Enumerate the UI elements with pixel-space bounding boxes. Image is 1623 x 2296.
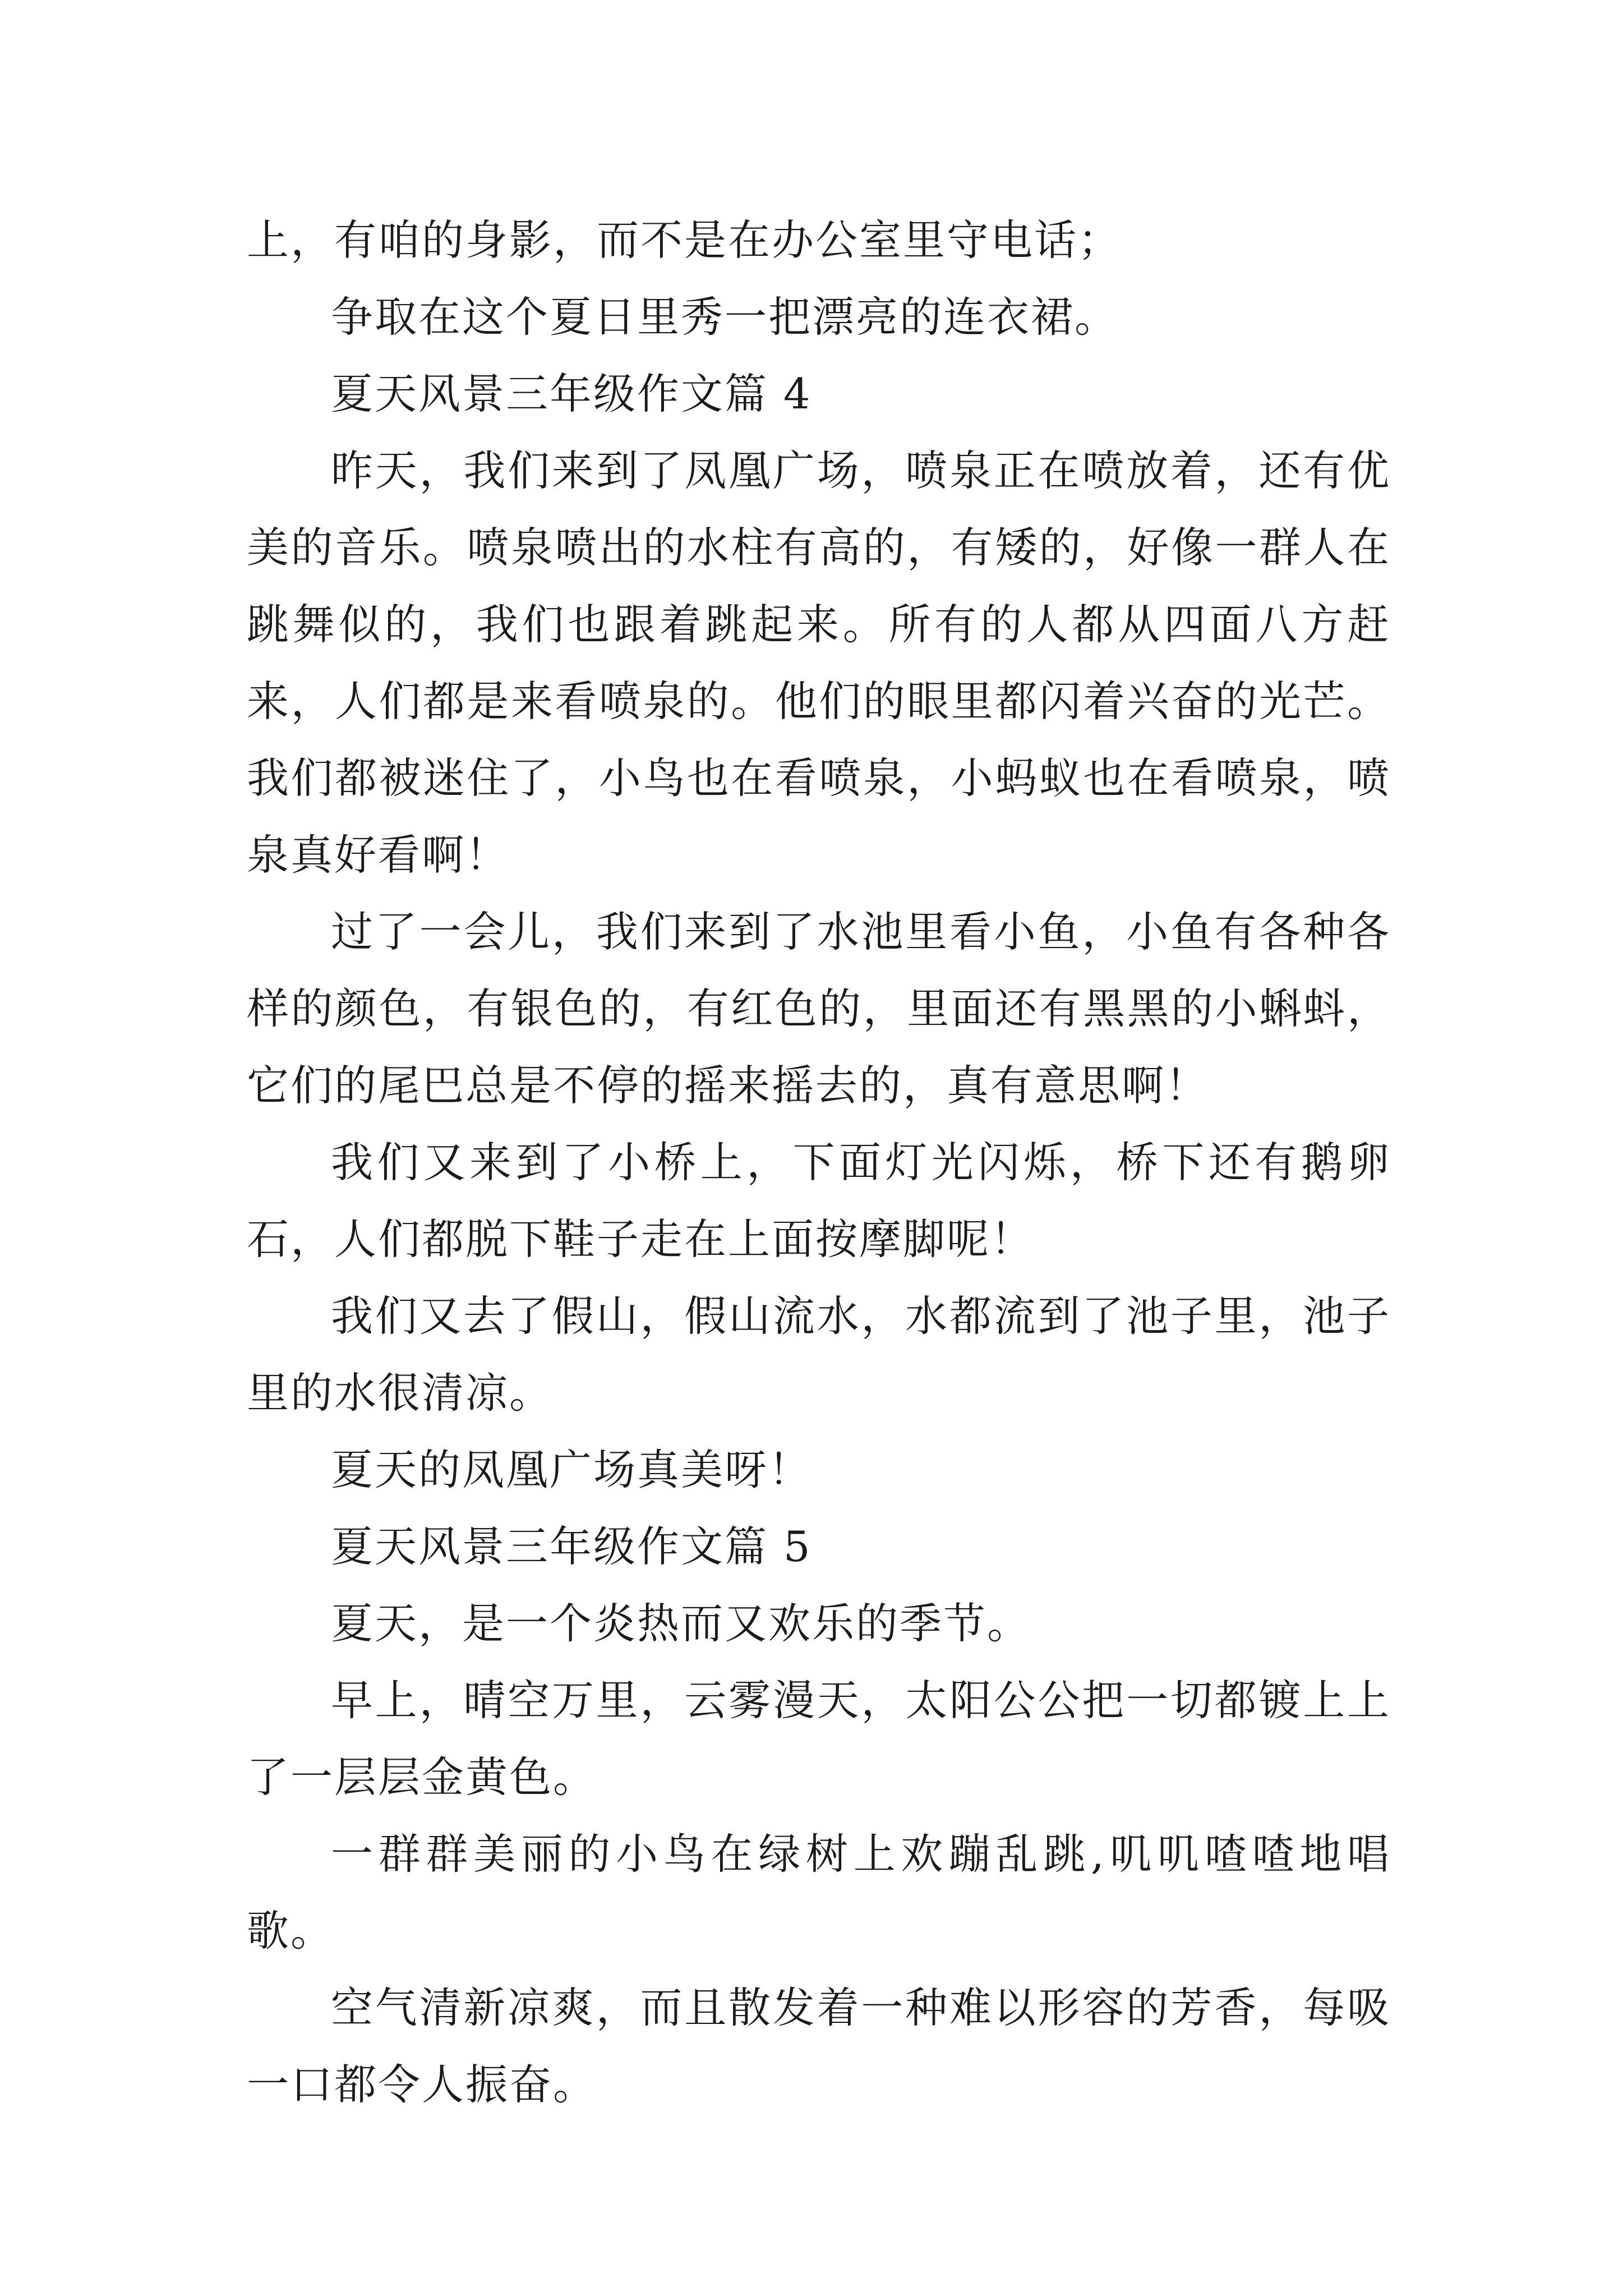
paragraph: 争取在这个夏日里秀一把漂亮的连衣裙。	[331, 292, 1119, 342]
paragraph: 夏天，是一个炎热而又欢乐的季节。	[331, 1599, 1031, 1648]
paragraph: 我们又来到了小桥上，下面灯光闪烁，桥下还有鹅卵石，人们都脱下鞋子走在上面按摩脚呢！	[247, 1138, 1391, 1264]
section-heading: 夏天风景三年级作文篇 5	[331, 1522, 812, 1571]
paragraph: 夏天的凤凰广场真美呀！	[331, 1445, 813, 1494]
paragraph: 空气清新凉爽，而且散发着一种难以形容的芳香，每吸一口都令人振奋。	[247, 1983, 1391, 2109]
section-heading: 夏天风景三年级作文篇 4	[331, 369, 812, 418]
document-body	[247, 202, 1391, 2123]
paragraph: 一群群美丽的小鸟在绿树上欢蹦乱跳,叽叽喳喳地唱歌。	[247, 1829, 1391, 1955]
paragraph: 过了一会儿，我们来到了水池里看小鱼，小鱼有各种各样的颜色，有银色的，有红色的，里面还有黑黑的小蝌蚪，它们的尾巴总是不停的摇来摇去的，真有意思啊！	[247, 907, 1391, 1110]
paragraph: 我们又去了假山，假山流水，水都流到了池子里，池子里的水很清凉。	[247, 1291, 1391, 1418]
paragraph: 早上，晴空万里，云雾漫天，太阳公公把一切都镀上上了一层层金黄色。	[247, 1676, 1391, 1802]
paragraph-continuation: 上，有咱的身影，而不是在办公室里守电话；	[247, 215, 1122, 265]
paragraph: 昨天，我们来到了凤凰广场，喷泉正在喷放着，还有优美的音乐。喷泉喷出的水柱有高的，有矮的，好像一群人在跳舞似的，我们也跟着跳起来。所有的人都从四面八方赶来，人们都是来看喷泉的。他们的眼里都闪着兴奋的光芒。我们都被迷住了，小鸟也在看喷泉，小蚂蚁也在看喷泉，喷泉真好看啊！	[247, 446, 1391, 880]
